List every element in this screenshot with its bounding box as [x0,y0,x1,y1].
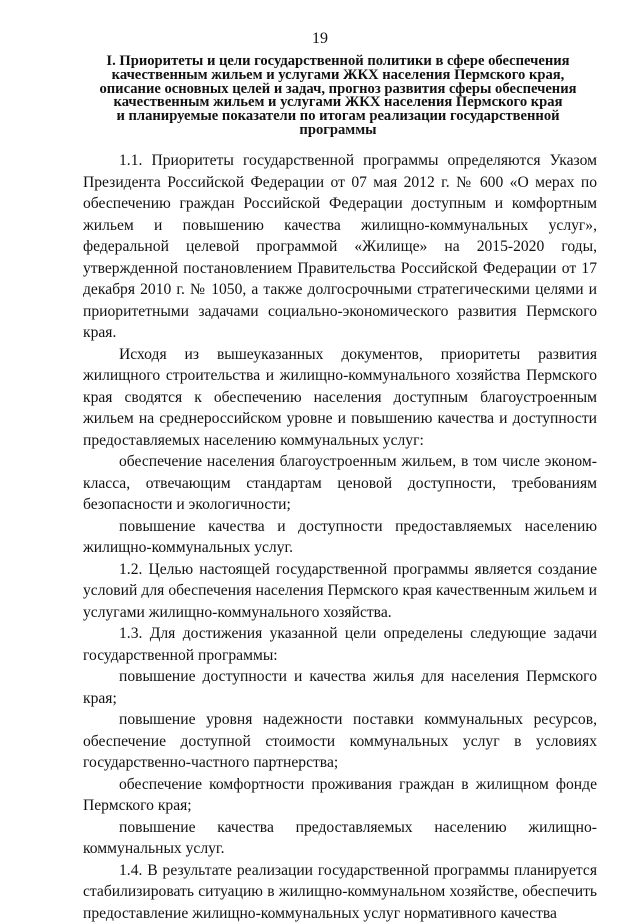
page-number: 19 [0,30,640,48]
paragraph-1-4: 1.4. В результате реализации государственной программы планируется стабилизировать ситуацию в жилищно-коммунальном хозяйстве, обеспечить предоставление жилищно-коммунальных услуг нормативного качества [83,860,597,924]
list-item-housing: обеспечение населения благоустроенным жильем, в том числе эконом-класса, отвечающим стандартам ценовой доступности, требованиям безопасности и экологичности; [83,451,597,516]
task-item-4: повышение качества предоставляемых населению жилищно-коммунальных услуг. [83,817,597,860]
task-item-3: обеспечение комфортности проживания граждан в жилищном фонде Пермского края; [83,774,597,817]
heading-line: и планируемые показатели по итогам реализации государственной [90,110,586,124]
paragraph-1-1: 1.1. Приоритеты государственной программы определяются Указом Президента Российской Федерации от 07 мая 2012 г. № 600 «О мерах по обеспечению граждан Российской Федерации доступным и комфортным жильем и повышению качества жилищно-коммунальных услуг», федеральной целевой программой «Жилище» на 2015-2020 годы, утвержденной постановлением Правительства Российской Федерации от 17 декабря 2010 г. № 1050, а также долгосрочными стратегическими целями и приоритетными задачами социально-экономического развития Пермского края. [83,150,597,344]
heading-line: описание основных целей и задач, прогноз развития сферы обеспечения [90,83,586,97]
heading-line: программы [90,124,586,138]
list-item-services: повышение качества и доступности предоставляемых населению жилищно-коммунальных услуг. [83,516,597,559]
paragraph-1-2: 1.2. Целью настоящей государственной программы является создание условий для обеспечения населения Пермского края качественным жильем и услугами жилищно-коммунального хозяйства. [83,559,597,624]
paragraph-1-3: 1.3. Для достижения указанной цели определены следующие задачи государственной программы: [83,623,597,666]
heading-line: качественным жильем и услугами ЖКХ населения Пермского края [90,96,586,110]
document-body [83,150,597,924]
task-item-1: повышение доступности и качества жилья для населения Пермского края; [83,666,597,709]
paragraph-priorities: Исходя из вышеуказанных документов, приоритеты развития жилищного строительства и жилищно-коммунального хозяйства Пермского края сводятся к обеспечению населения доступным благоустроенным жильем на среднероссийском уровне и повышению качества и доступности предоставляемых населению коммунальных услуг: [83,344,597,452]
heading-line: I. Приоритеты и цели государственной политики в сфере обеспечения [90,55,586,69]
task-item-2: повышение уровня надежности поставки коммунальных ресурсов, обеспечение доступной стоимости коммунальных услуг в условиях государственно-частного партнерства; [83,709,597,774]
section-heading [90,55,586,138]
heading-line: качественным жильем и услугами ЖКХ населения Пермского края, [90,69,586,83]
